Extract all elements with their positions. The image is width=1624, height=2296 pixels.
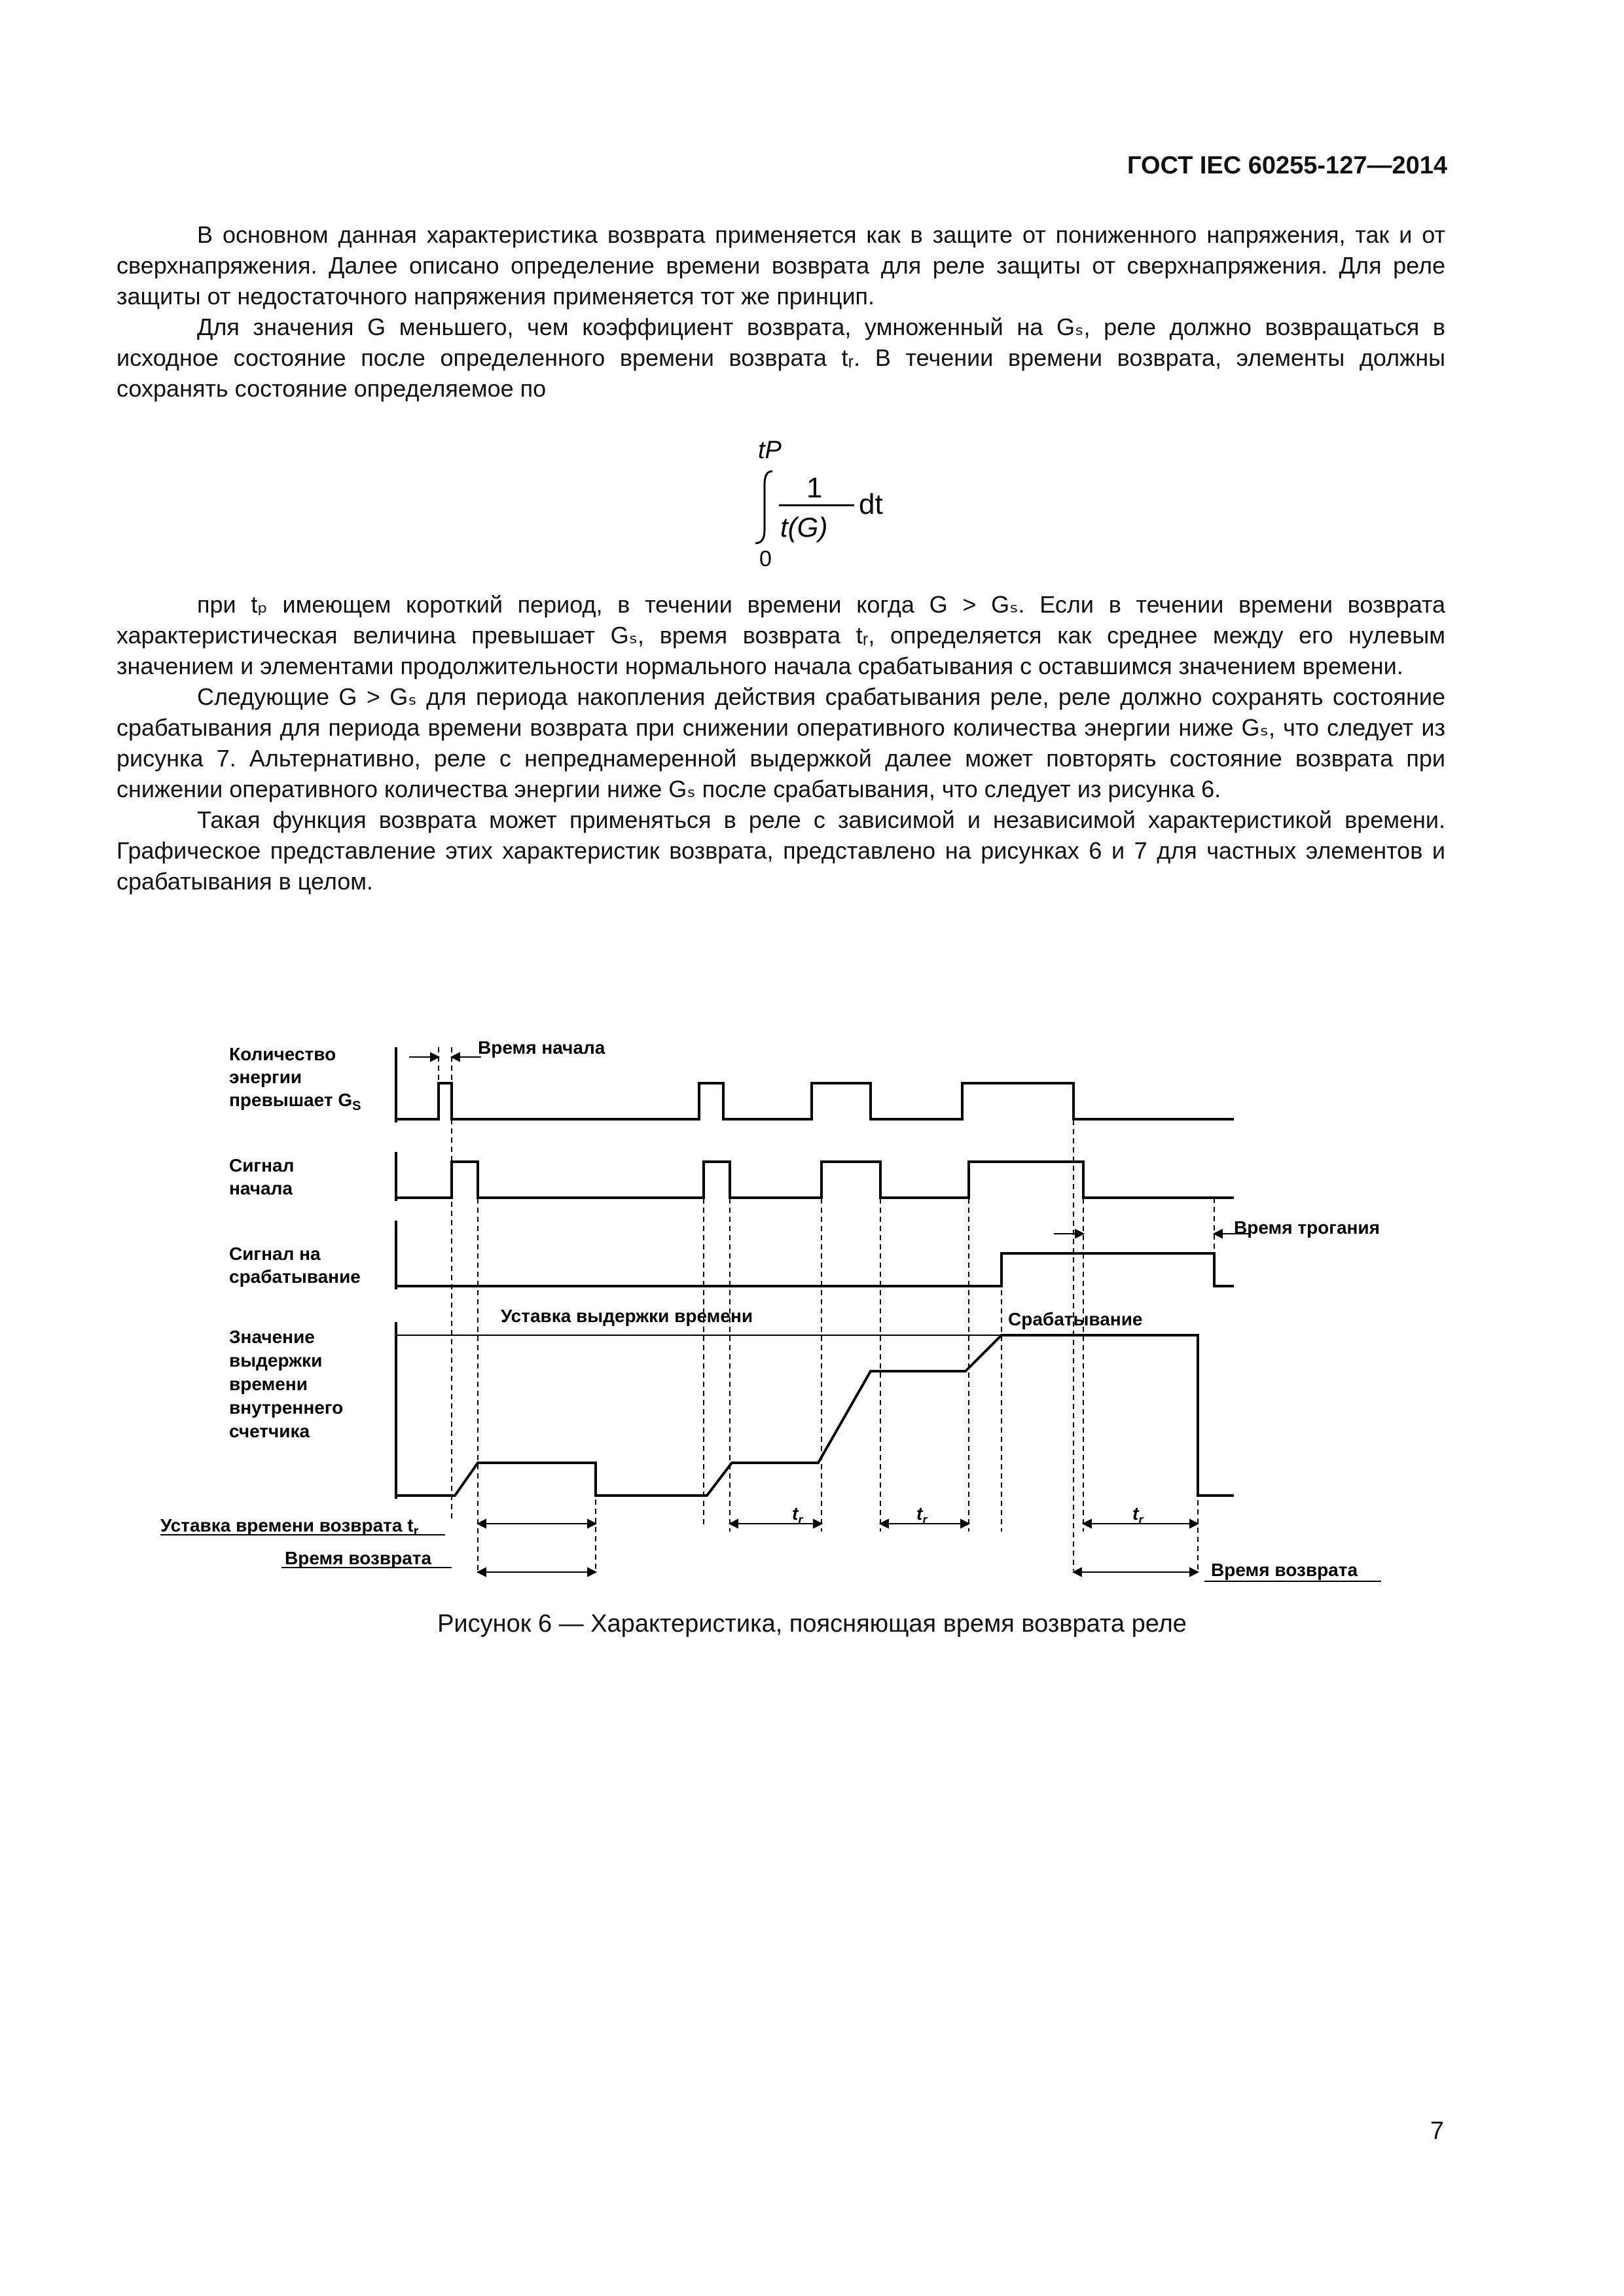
label-tr-3: $t_r$ <box>1132 1503 1144 1526</box>
paragraph: Такая функция возврата может применяться в реле с зависимой и независимой характеристикой времени. Графическое представление этих характеристик возврата, представлено на рисунках 6 и 7 для частных элементов и срабатывания в целом. <box>117 806 1445 895</box>
label-reset-time-right: Время возврата <box>1211 1560 1358 1580</box>
label-trip-1: Сигнал на <box>229 1244 321 1264</box>
paragraph: Для значения G меньшего, чем коэффициент возврата, умноженный на Gₛ, реле должно возвращаться в исходное состояние после определенного времени возврата tᵣ. В течении времени возврата, элементы должны сохранять состояние определяемое по <box>117 314 1445 402</box>
energy-signal-trace <box>396 1083 1234 1119</box>
label-energy-3: превышает $G_S$ <box>229 1090 361 1113</box>
label-energy-2: энергии <box>229 1067 302 1087</box>
label-start-time: Время начала <box>478 1037 605 1058</box>
label-operate: Срабатывание <box>1008 1309 1143 1329</box>
counter-trace <box>396 1335 1234 1496</box>
label-start-2: начала <box>229 1178 293 1198</box>
trip-signal-trace <box>396 1253 1234 1286</box>
label-tr-2: $t_r$ <box>916 1503 928 1526</box>
label-energy-1: Количество <box>229 1044 336 1064</box>
formula-denominator: t(G) <box>780 512 828 543</box>
paragraph: при tₚ имеющем короткий период, в течении времени когда G > Gₛ. Если в течении времени возврата характеристическая величина превышает Gₛ, время возврата tᵣ, определяется как среднее между его нулевым значением и элементами продолжительности нормального начала срабатывания с оставшимся значением времени. <box>117 591 1445 679</box>
formula-lower-limit: 0 <box>759 547 772 569</box>
formula-numerator: 1 <box>806 472 823 504</box>
label-reset-time-left: Время возврата <box>285 1548 432 1568</box>
paragraph: Следующие G > Gₛ для периода накопления действия срабатывания реле, реле должно сохранять состояние срабатывания для периода времени возврата при снижении оперативного количества энергии ниже Gₛ, что следует из рисунка 7. Альтернативно, реле с непреднамеренной выдержкой далее может повторять состояние возврата при снижении оперативного количества энергии ниже Gₛ после срабатывания, что следует из рисунка 6. <box>117 683 1445 802</box>
formula-differential: dt <box>859 488 883 520</box>
formula-upper-limit: tP <box>758 437 782 464</box>
label-delay-setting: Уставка выдержки времени <box>501 1306 753 1326</box>
body-text-bottom <box>117 589 1445 897</box>
document-header: ГОСТ IEC 60255-127—2014 <box>1127 152 1447 179</box>
timing-diagram <box>151 1008 1427 1597</box>
page-number: 7 <box>1430 2117 1444 2145</box>
label-counter-1: Значение <box>229 1327 315 1347</box>
label-counter-5: счетчика <box>229 1421 310 1441</box>
label-start-1: Сигнал <box>229 1155 295 1175</box>
label-trip-2: срабатывание <box>229 1266 361 1287</box>
integral-formula <box>746 432 916 569</box>
paragraph: В основном данная характеристика возврата применяется как в защите от пониженного напряжения, так и от сверхнапряжения. Далее описано определение времени возврата для реле защиты от сверхнапряжения. Для реле защиты от недостаточного напряжения применяется тот же принцип. <box>117 221 1445 310</box>
label-reset-setting: Уставка времени возврата $t_r$ <box>160 1515 419 1539</box>
label-counter-3: времени <box>229 1374 308 1394</box>
label-tr-1: $t_r$ <box>792 1503 803 1526</box>
figure-caption: Рисунок 6 — Характеристика, поясняющая время возврата реле <box>437 1610 1187 1638</box>
label-trip-time: Время трогания <box>1234 1217 1380 1238</box>
label-counter-4: внутреннего <box>229 1397 344 1418</box>
body-text-top <box>117 219 1445 404</box>
label-counter-2: выдержки <box>229 1350 323 1371</box>
start-signal-trace <box>396 1162 1234 1198</box>
